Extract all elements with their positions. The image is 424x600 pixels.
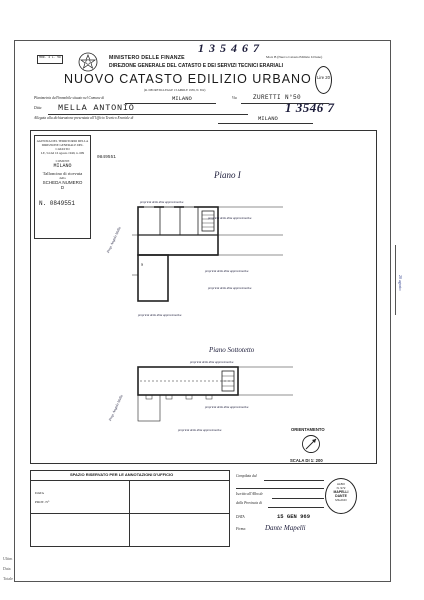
firma-label: Firma:: [236, 527, 247, 531]
office-prot-label: PROT. N°: [35, 500, 50, 504]
neighbor-label-7: proprietà della ditta approssimativa: [205, 405, 249, 409]
compilata-label: Compilata dal: [236, 474, 257, 478]
comune-line: [125, 103, 216, 104]
receipt-line-1: AGENZIA DEL TERRITORIO DELLA: [36, 139, 89, 143]
floor-1-label: Piano I: [214, 170, 241, 180]
professional-stamp: [325, 478, 357, 514]
orientation-label: ORIENTAMENTO: [291, 427, 325, 432]
document-title: NUOVO CATASTO EDILIZIO URBANO: [64, 72, 312, 86]
sheet-number: 1 3546 7: [285, 100, 335, 115]
floor-2-plan: [118, 355, 298, 435]
receipt-number: N. 0849551: [39, 200, 76, 207]
via-label: Via: [232, 96, 237, 100]
neighbor-label-4: proprietà della ditta approssimativa: [208, 286, 252, 290]
data2-label: DATA: [236, 515, 245, 519]
allegata-label: Allegata alla dichiarazione presentata all'Ufficio Tecnico Erariale di: [34, 116, 134, 120]
top-number: 1 3 5 4 6 7: [198, 41, 260, 55]
iscritto-line: [272, 498, 324, 499]
office-title: SPAZIO RISERVATO PER LE ANNOTAZIONI D'UFFICIO: [70, 472, 174, 477]
neighbor-label-5: proprietà della ditta approssimativa: [138, 313, 182, 317]
ditta-label: Ditta: [34, 106, 42, 110]
street-label-1: Prop. Angolo Mella: [106, 226, 122, 254]
side-stamp: [395, 245, 397, 315]
receipt-comune-label: COMUNE: [55, 159, 70, 163]
compilata-line: [264, 480, 324, 481]
scale-label: SCALA DI 1: 200: [290, 458, 323, 463]
neighbor-label-6: proprietà della ditta approssimativa: [190, 360, 234, 364]
receipt-tallon-label: Talloncino di ricevuta: [42, 171, 83, 176]
compilata-line-2: [236, 488, 324, 489]
allegata-line: [218, 123, 313, 124]
neighbor-label-8: proprietà della ditta approssimativa: [178, 428, 222, 432]
left-margin-1: Ultim: [3, 556, 13, 561]
law-reference: (R. DECRETO-LEGGE 13 APRILE 1939, N. 652): [144, 88, 206, 92]
neighbor-label-1: proprietà della ditta approssimativa: [140, 200, 184, 204]
neighbor-label-2: proprietà della ditta approssimativa: [208, 216, 252, 220]
mini-stamp: [37, 55, 63, 64]
receipt-line-3: LE, 54 del 16 agosto 1949, n. 699: [40, 151, 85, 155]
receipt-stub: [34, 135, 91, 239]
provincia-line: [268, 507, 324, 508]
ditta-line: [48, 114, 248, 115]
receipt-line-2: DIREZIONE GENERALE DEL CATASTO: [41, 143, 84, 151]
ditta-value: MELLA ANTONIO: [58, 103, 135, 113]
left-margin-2: Data: [3, 566, 11, 571]
floor-2-label: Piano Sottotetto: [209, 346, 255, 354]
date-stamp: 15 GEN 969: [277, 513, 311, 520]
street-label-2: Prop. Angolo Mella: [108, 394, 124, 422]
stamp-name-1: MAPELLI: [333, 490, 349, 494]
drawing-ref-number: 0849551: [97, 155, 116, 160]
stamp-bottom-text: MILANO: [335, 498, 347, 502]
provincia-label: della Provincia di: [236, 501, 262, 505]
signature: Dante Mapelli: [265, 524, 306, 532]
side-stamp-text: 20 agosto: [398, 275, 403, 291]
compass-icon: [301, 434, 321, 454]
republic-emblem-icon: [78, 52, 98, 72]
neighbor-label-3: proprietà della ditta approssimativa: [205, 269, 249, 273]
fee-text: Lire 20: [317, 75, 330, 80]
direction-label: DIREZIONE GENERALE DEL CATASTO E DEI SERVIZI TECNICI ERARIALI: [109, 63, 283, 69]
stamp-top-text: ALBO: [336, 482, 345, 486]
office-data-label: DATA: [35, 491, 45, 495]
receipt-d: D: [60, 185, 65, 190]
plan-label: Planimetria dell'immobile situato nel Comune di: [34, 96, 105, 100]
via-value: ZURETTI N°50: [253, 94, 302, 101]
mini-stamp-text: MOD. 4 L. 50: [39, 56, 61, 59]
receipt-scheda: SCHEDA NUMERO: [42, 180, 83, 185]
office-annotation-box: [30, 470, 230, 547]
ministry-label: MINISTERO DELLE FINANZE: [109, 55, 185, 61]
allegata-value: MILANO: [258, 115, 278, 122]
receipt-comune-value: MILANO: [53, 163, 72, 169]
iscritto-label: Iscritto all'Albo de: [236, 492, 263, 496]
fee-badge: [315, 66, 332, 94]
receipt-della: della: [59, 176, 66, 180]
comune-value: MILANO: [172, 95, 192, 102]
left-margin-3: Totale: [3, 576, 13, 581]
stamp-number-text: N. 972: [336, 486, 346, 490]
model-reference: Mod. B (Nuovo Catasto Edilizio Urbano): [266, 55, 323, 59]
stamp-name-2: DANTE: [335, 494, 347, 498]
room-s-label: S: [141, 262, 144, 267]
